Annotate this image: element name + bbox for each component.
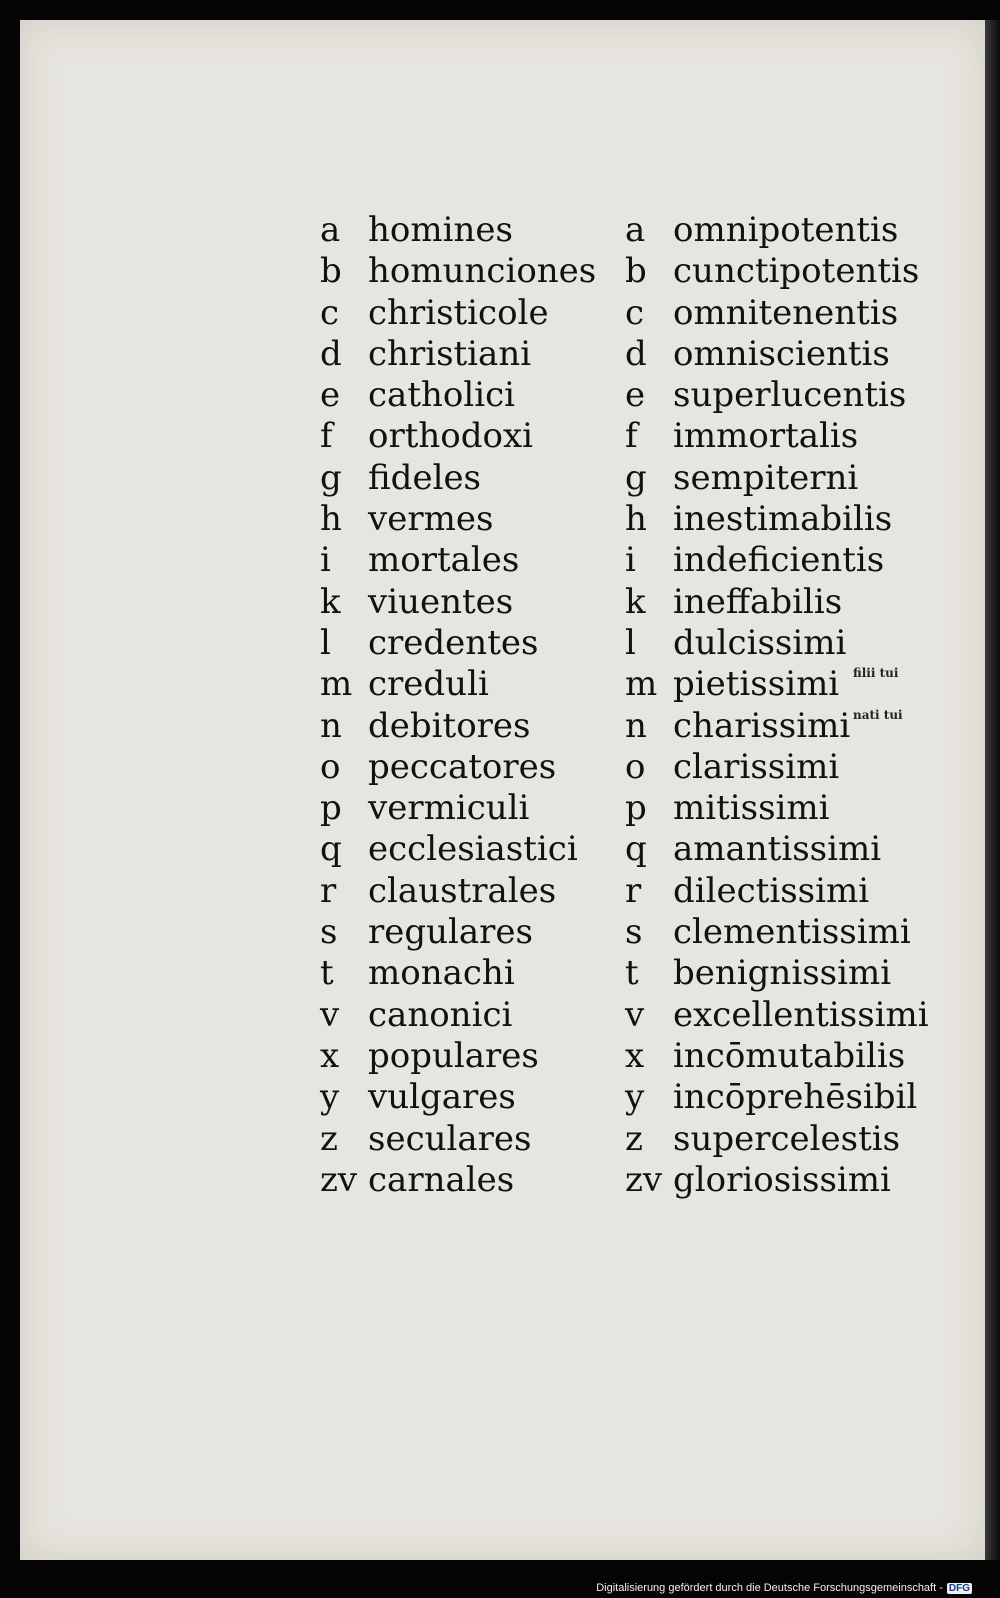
list-item: [625, 953, 929, 994]
word: omniscientis: [673, 333, 890, 374]
index-letter: g: [320, 457, 342, 498]
list-item: [625, 912, 929, 953]
index-letter: i: [320, 540, 331, 581]
index-letter: h: [625, 499, 647, 540]
word: supercelestis: [673, 1118, 901, 1159]
list-item: [625, 251, 929, 292]
word: sempiterni: [673, 457, 859, 498]
index-letter: b: [320, 251, 342, 292]
word: superlucentis: [673, 375, 907, 416]
list-item: [625, 334, 929, 375]
word: incōmutabilis: [673, 1035, 906, 1076]
marginal-annotation: filii tui: [853, 666, 899, 681]
index-letter: zv: [625, 1159, 663, 1200]
list-item: [320, 664, 596, 705]
index-letter: r: [625, 870, 642, 911]
word: viuentes: [368, 581, 514, 622]
list-item: [320, 912, 596, 953]
list-item: [320, 995, 596, 1036]
word: mitissimi: [673, 788, 830, 829]
index-letter: d: [625, 333, 647, 374]
index-letter: o: [625, 746, 646, 787]
list-item: [625, 375, 929, 416]
word: ineffabilis: [673, 581, 843, 622]
index-letter: c: [320, 292, 340, 333]
word: incōprehēsibil: [673, 1077, 918, 1118]
list-item: [625, 829, 929, 870]
marginal-annotation: nati tui: [853, 707, 903, 722]
list-item: [625, 1077, 929, 1118]
index-letter: l: [625, 622, 636, 663]
word: homunciones: [368, 251, 597, 292]
index-letter: o: [320, 746, 341, 787]
word: omnitenentis: [673, 292, 899, 333]
word: clementissimi: [673, 912, 911, 953]
list-item: [625, 1036, 929, 1077]
list-item: [625, 788, 929, 829]
footer: [596, 1582, 972, 1594]
footer-text: Digitalisierung gefördert durch die Deutsche Forschungsgemeinschaft -: [596, 1582, 943, 1594]
index-letter: g: [625, 457, 647, 498]
list-item: [320, 1119, 596, 1160]
index-letter: h: [320, 499, 342, 540]
word: pietissimi: [673, 664, 840, 705]
index-letter: z: [320, 1118, 338, 1159]
index-letter: zv: [320, 1159, 358, 1200]
index-letter: a: [625, 210, 646, 250]
word: dulcissimi: [673, 622, 847, 663]
list-item: [320, 1036, 596, 1077]
list-item: [320, 747, 596, 788]
list-item: [320, 375, 596, 416]
word: monachi: [368, 953, 515, 994]
word: regulares: [368, 912, 534, 953]
index-letter: f: [625, 416, 638, 457]
right-column: [625, 210, 929, 1201]
list-item: [320, 788, 596, 829]
list-item: [320, 582, 596, 623]
index-letter: v: [320, 994, 340, 1035]
list-item: [625, 871, 929, 912]
word: credentes: [368, 622, 539, 663]
word: vermiculi: [368, 788, 530, 829]
book-page: [20, 20, 985, 1560]
word: christicole: [368, 292, 549, 333]
list-item: [625, 623, 929, 664]
index-letter: p: [320, 788, 342, 829]
index-letter: r: [320, 870, 337, 911]
index-letter: x: [625, 1035, 645, 1076]
word: homines: [368, 210, 513, 250]
word: vermes: [368, 499, 494, 540]
list-item: [625, 582, 929, 623]
index-letter: v: [625, 994, 645, 1035]
index-letter: n: [320, 705, 342, 746]
list-item: [320, 871, 596, 912]
index-letter: y: [625, 1077, 645, 1118]
dfg-logo: DFG: [948, 1582, 970, 1594]
index-letter: e: [625, 375, 646, 416]
word: claustrales: [368, 870, 557, 911]
word: peccatores: [368, 746, 557, 787]
word: charissimi: [673, 705, 851, 746]
list-item: [625, 664, 929, 705]
index-letter: e: [320, 375, 341, 416]
list-item: [320, 706, 596, 747]
word: creduli: [368, 664, 489, 705]
word: fideles: [368, 457, 482, 498]
list-item: [320, 251, 596, 292]
list-item: [625, 1160, 929, 1201]
word: carnales: [368, 1159, 515, 1200]
word: cunctipotentis: [673, 251, 920, 292]
list-item: [320, 1160, 596, 1201]
index-letter: s: [625, 912, 643, 953]
list-item: [625, 747, 929, 788]
list-item: [625, 416, 929, 457]
index-letter: n: [625, 705, 647, 746]
word: omnipotentis: [673, 210, 899, 250]
index-letter: l: [320, 622, 331, 663]
list-item: [320, 416, 596, 457]
index-letter: k: [625, 581, 646, 622]
list-item: [625, 540, 929, 581]
word: clarissimi: [673, 746, 840, 787]
index-letter: y: [320, 1077, 340, 1118]
index-letter: d: [320, 333, 342, 374]
list-item: [320, 293, 596, 334]
index-letter: s: [320, 912, 338, 953]
word: immortalis: [673, 416, 859, 457]
index-letter: q: [320, 829, 342, 870]
word: indeficientis: [673, 540, 885, 581]
word: seculares: [368, 1118, 532, 1159]
word: inestimabilis: [673, 499, 893, 540]
word: benignissimi: [673, 953, 892, 994]
word: debitores: [368, 705, 531, 746]
list-item: [625, 210, 929, 251]
word: vulgares: [368, 1077, 516, 1118]
word: christiani: [368, 333, 532, 374]
index-letter: c: [625, 292, 645, 333]
index-letter: i: [625, 540, 636, 581]
list-item: [625, 1119, 929, 1160]
list-item: [320, 1077, 596, 1118]
page-edge: [985, 20, 1000, 1560]
list-item: [320, 953, 596, 994]
index-letter: t: [320, 953, 334, 994]
list-item: [625, 706, 929, 747]
word: catholici: [368, 375, 516, 416]
word: ecclesiastici: [368, 829, 578, 870]
left-column: [320, 210, 596, 1201]
list-item: [320, 458, 596, 499]
list-item: [625, 458, 929, 499]
word: excellentissimi: [673, 994, 929, 1035]
word: gloriosissimi: [673, 1159, 891, 1200]
list-item: [320, 623, 596, 664]
word: orthodoxi: [368, 416, 534, 457]
index-letter: q: [625, 829, 647, 870]
list-item: [320, 829, 596, 870]
word: mortales: [368, 540, 520, 581]
list-item: [320, 499, 596, 540]
word: amantissimi: [673, 829, 882, 870]
word: populares: [368, 1035, 539, 1076]
list-item: [320, 334, 596, 375]
index-letter: a: [320, 210, 341, 250]
index-letter: z: [625, 1118, 643, 1159]
index-letter: b: [625, 251, 647, 292]
list-item: [625, 995, 929, 1036]
list-item: [625, 293, 929, 334]
list-item: [625, 499, 929, 540]
index-letter: m: [625, 664, 658, 705]
index-letter: m: [320, 664, 353, 705]
index-letter: p: [625, 788, 647, 829]
word: dilectissimi: [673, 870, 870, 911]
word: canonici: [368, 994, 513, 1035]
index-letter: f: [320, 416, 333, 457]
index-letter: x: [320, 1035, 340, 1076]
index-letter: k: [320, 581, 341, 622]
index-letter: t: [625, 953, 639, 994]
list-item: [320, 540, 596, 581]
list-item: [320, 210, 596, 251]
